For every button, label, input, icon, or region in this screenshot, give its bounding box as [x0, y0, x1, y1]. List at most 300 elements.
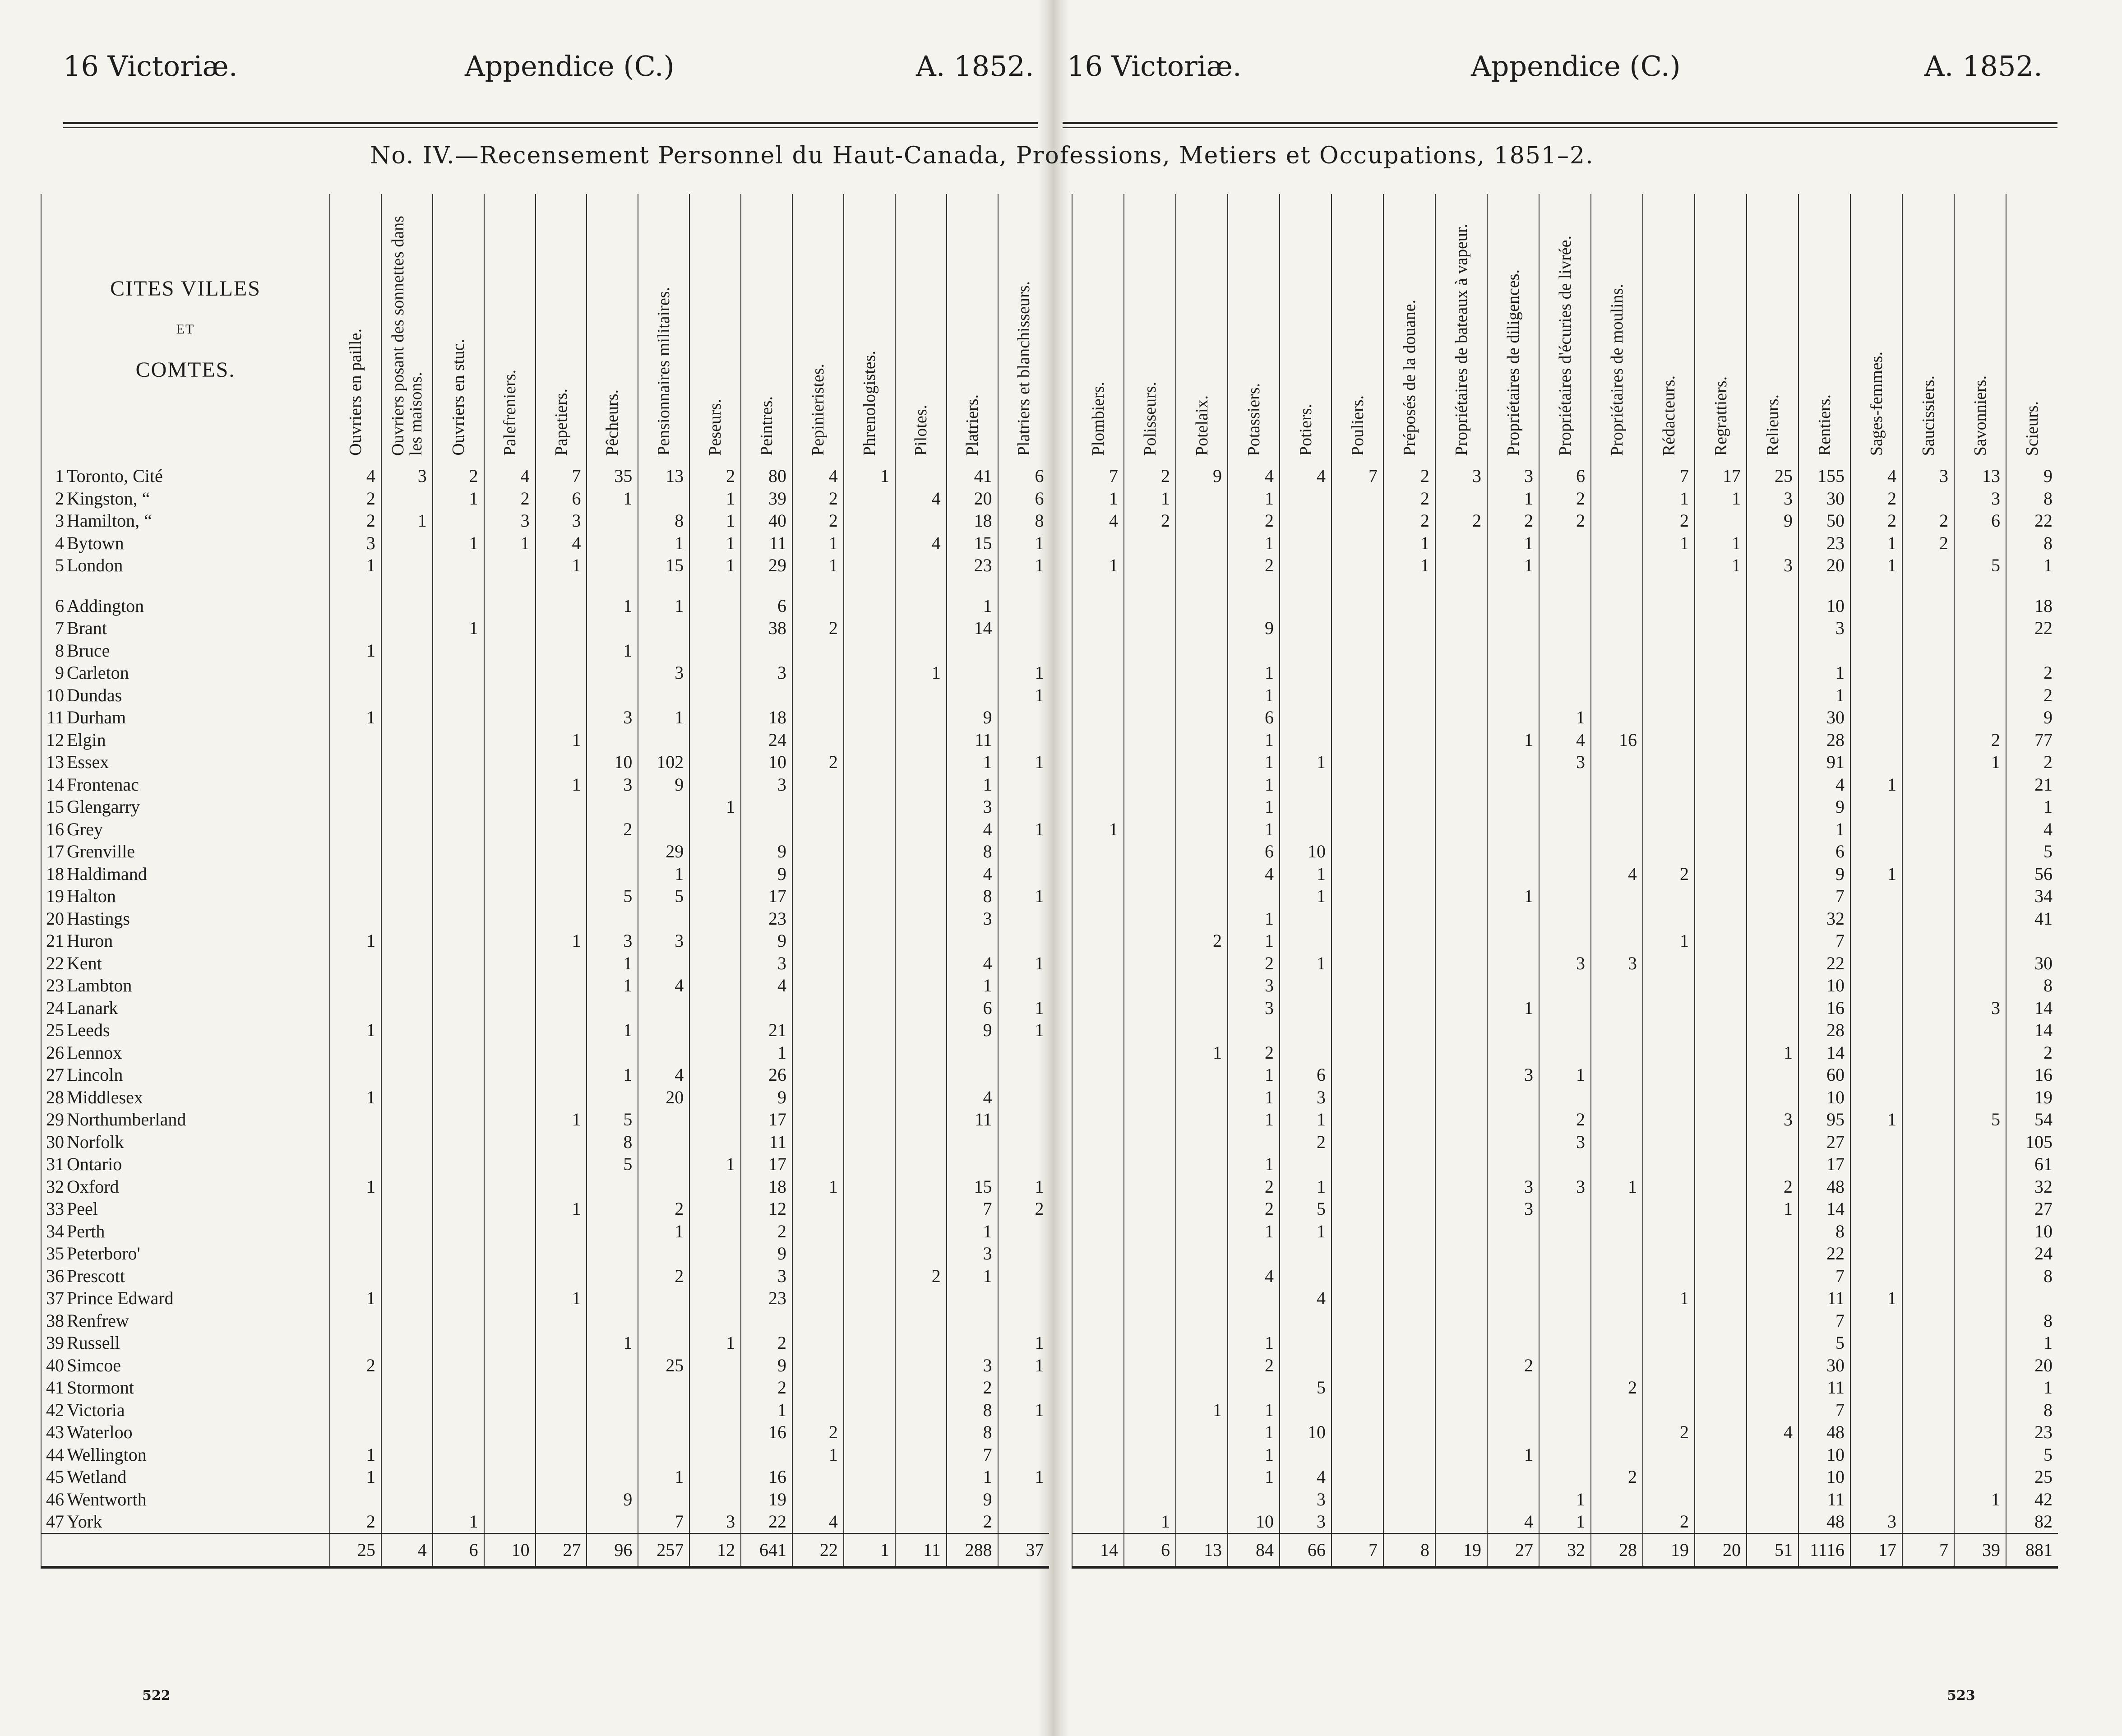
table-cell — [844, 509, 895, 532]
table-cell — [1176, 639, 1228, 662]
table-cell — [1072, 617, 1124, 639]
row-number: 18 — [46, 863, 64, 884]
table-cell — [1176, 974, 1228, 997]
table-cell — [381, 1332, 433, 1354]
table-cell — [484, 796, 536, 818]
table-cell — [536, 796, 587, 818]
table-cell: 8 — [998, 509, 1049, 532]
table-cell — [1850, 1176, 1902, 1198]
table-cell — [1072, 1399, 1124, 1421]
table-cell: 4 — [2006, 818, 2058, 841]
table-cell — [1643, 1242, 1695, 1265]
table-cell — [1591, 997, 1643, 1019]
total-cell: 96 — [587, 1533, 638, 1567]
table-cell — [433, 509, 484, 532]
table-cell — [1176, 1198, 1228, 1220]
row-number: 44 — [46, 1444, 64, 1465]
table-cell — [689, 1108, 741, 1131]
table-cell — [895, 818, 947, 841]
table-cell — [1280, 907, 1331, 930]
place-name: Frontenac — [67, 774, 139, 795]
place-name: Simcoe — [67, 1355, 121, 1375]
place-cell — [41, 1287, 330, 1310]
column-header-label: Savonniers. — [1970, 375, 1990, 456]
table-cell — [1280, 974, 1331, 997]
column-header — [1798, 194, 1850, 465]
table-row — [1072, 1354, 2058, 1377]
table-cell — [1383, 684, 1435, 707]
table-cell: 32 — [2006, 1176, 2058, 1198]
table-cell: 2 — [1487, 1354, 1539, 1377]
table-cell: 9 — [2006, 706, 2058, 729]
table-cell: 2 — [1902, 532, 1954, 555]
table-cell: 1 — [536, 930, 587, 952]
table-cell: 2 — [1124, 465, 1176, 487]
header-rule — [63, 122, 1038, 124]
table-cell — [381, 487, 433, 510]
column-header-label: Scieurs. — [2023, 401, 2042, 456]
table-cell: 2 — [1643, 1421, 1695, 1444]
table-cell: 15 — [947, 532, 998, 555]
table-row — [41, 1086, 1049, 1109]
table-cell — [381, 1488, 433, 1511]
table-cell — [844, 1287, 895, 1310]
table-cell — [689, 1466, 741, 1488]
total-cell: 27 — [536, 1533, 587, 1567]
table-cell — [689, 863, 741, 885]
table-cell — [1643, 1131, 1695, 1153]
total-cell: 1116 — [1798, 1533, 1850, 1567]
table-cell — [1850, 1019, 1902, 1042]
table-cell — [433, 1265, 484, 1287]
table-cell — [844, 1421, 895, 1444]
census-table-right — [1072, 194, 2058, 1569]
table-cell — [433, 1086, 484, 1109]
table-cell: 1 — [895, 662, 947, 684]
table-cell — [1383, 729, 1435, 751]
table-cell — [330, 1310, 381, 1332]
table-row — [1072, 1444, 2058, 1466]
place-column-header — [41, 194, 330, 465]
table-cell — [1124, 796, 1176, 818]
table-cell — [895, 773, 947, 796]
table-cell — [1331, 532, 1383, 555]
table-cell — [330, 1064, 381, 1086]
table-cell: 10 — [587, 751, 638, 773]
table-row — [41, 796, 1049, 818]
place-name: Essex — [67, 752, 109, 772]
table-cell — [433, 1354, 484, 1377]
table-cell — [895, 1153, 947, 1176]
table-cell: 2 — [1228, 1176, 1280, 1198]
table-cell: 1 — [1176, 1399, 1228, 1421]
column-header — [792, 194, 844, 465]
table-cell — [381, 729, 433, 751]
table-cell — [1228, 1287, 1280, 1310]
table-cell — [1280, 509, 1331, 532]
table-cell: 2 — [1228, 509, 1280, 532]
table-cell — [1176, 1086, 1228, 1109]
table-cell: 1 — [1850, 1287, 1902, 1310]
column-header — [1695, 194, 1747, 465]
table-cell — [792, 1242, 844, 1265]
table-cell — [792, 1108, 844, 1131]
table-cell — [895, 885, 947, 907]
table-cell: 15 — [638, 554, 689, 577]
table-cell: 12 — [741, 1198, 792, 1220]
table-cell — [689, 639, 741, 662]
table-cell — [998, 1488, 1049, 1511]
table-cell — [381, 1131, 433, 1153]
table-cell — [1850, 1488, 1902, 1511]
table-cell — [1591, 840, 1643, 863]
table-cell: 9 — [1747, 509, 1798, 532]
table-cell — [1902, 554, 1954, 577]
table-cell: 1 — [1280, 751, 1331, 773]
table-cell — [1643, 1444, 1695, 1466]
table-cell — [1331, 863, 1383, 885]
table-cell: 4 — [895, 532, 947, 555]
table-cell — [1591, 751, 1643, 773]
table-cell — [1591, 930, 1643, 952]
column-header-label: Platriers et blanchisseurs. — [1014, 281, 1034, 456]
table-cell: 5 — [2006, 840, 2058, 863]
table-cell: 1 — [1954, 751, 2006, 773]
table-cell — [1072, 1444, 1124, 1466]
table-cell: 2 — [1591, 1376, 1643, 1399]
table-cell — [1695, 1287, 1747, 1310]
running-head-left: 16 Victoriæ. — [63, 50, 238, 83]
table-cell — [1487, 1153, 1539, 1176]
place-cell — [41, 930, 330, 952]
table-cell — [1850, 662, 1902, 684]
table-cell — [1072, 1220, 1124, 1243]
table-cell — [1383, 1421, 1435, 1444]
table-cell — [1850, 1242, 1902, 1265]
table-row — [41, 1265, 1049, 1287]
table-cell — [844, 1444, 895, 1466]
table-cell — [1747, 1153, 1798, 1176]
place-cell — [41, 706, 330, 729]
table-cell — [1850, 1399, 1902, 1421]
place-cell — [41, 1332, 330, 1354]
table-cell — [1331, 1444, 1383, 1466]
column-header-label: Palefreniers. — [500, 370, 519, 456]
table-cell — [1331, 1376, 1383, 1399]
table-cell — [484, 773, 536, 796]
table-cell — [895, 1198, 947, 1220]
table-cell — [1591, 532, 1643, 555]
table-cell — [792, 1019, 844, 1042]
table-cell — [1954, 796, 2006, 818]
table-cell: 1 — [330, 1287, 381, 1310]
table-row — [41, 1064, 1049, 1086]
table-cell — [947, 1332, 998, 1354]
table-cell — [1487, 1042, 1539, 1064]
table-cell — [1280, 595, 1331, 617]
table-cell: 9 — [741, 840, 792, 863]
table-cell — [1902, 885, 1954, 907]
table-cell — [433, 1421, 484, 1444]
table-cell — [1435, 863, 1487, 885]
column-header — [587, 194, 638, 465]
table-cell: 4 — [947, 863, 998, 885]
table-cell: 3 — [1228, 997, 1280, 1019]
table-cell — [330, 1399, 381, 1421]
place-name: Glengarry — [67, 796, 140, 817]
table-cell — [1176, 907, 1228, 930]
table-cell — [1383, 1287, 1435, 1310]
table-cell — [587, 1220, 638, 1243]
row-number: 27 — [46, 1065, 64, 1085]
table-cell — [792, 684, 844, 707]
table-cell: 60 — [1798, 1064, 1850, 1086]
table-cell — [998, 1064, 1049, 1086]
table-cell — [536, 1086, 587, 1109]
row-number: 37 — [46, 1288, 64, 1308]
table-cell: 1 — [689, 487, 741, 510]
table-cell — [1072, 952, 1124, 975]
column-header-label: Ouvriers posant des sonnettes dans les maisons. — [388, 216, 425, 456]
table-cell: 2 — [638, 1265, 689, 1287]
table-row — [1072, 1064, 2058, 1086]
table-cell: 24 — [741, 729, 792, 751]
table-cell: 54 — [2006, 1108, 2058, 1131]
table-cell — [895, 1444, 947, 1466]
table-cell — [1850, 1265, 1902, 1287]
table-cell — [1435, 1488, 1487, 1511]
table-cell — [1539, 1310, 1591, 1332]
place-name: Middlesex — [67, 1087, 143, 1107]
table-cell — [792, 997, 844, 1019]
spacer-row — [41, 577, 1049, 595]
total-cell: 1 — [844, 1533, 895, 1567]
column-header-label: Sages-femmes. — [1867, 351, 1886, 456]
table-cell — [1487, 840, 1539, 863]
table-cell — [1747, 1086, 1798, 1109]
table-cell: 6 — [998, 465, 1049, 487]
table-cell — [1591, 1064, 1643, 1086]
table-cell: 5 — [638, 885, 689, 907]
table-cell: 38 — [741, 617, 792, 639]
table-cell — [998, 974, 1049, 997]
place-cell — [41, 1198, 330, 1220]
table-cell — [433, 1153, 484, 1176]
table-cell: 9 — [741, 1354, 792, 1377]
total-cell: 11 — [895, 1533, 947, 1567]
table-cell — [1850, 1310, 1902, 1332]
table-cell: 9 — [947, 1019, 998, 1042]
table-cell: 1 — [998, 554, 1049, 577]
table-cell — [1487, 818, 1539, 841]
place-name: Elgin — [67, 729, 106, 750]
table-cell: 11 — [1798, 1287, 1850, 1310]
table-cell — [1487, 639, 1539, 662]
table-cell: 2 — [330, 487, 381, 510]
table-cell: 4 — [1591, 863, 1643, 885]
table-cell — [792, 1064, 844, 1086]
table-cell: 23 — [741, 1287, 792, 1310]
table-cell — [1435, 1466, 1487, 1488]
table-cell — [638, 907, 689, 930]
table-cell — [1591, 1510, 1643, 1533]
table-cell — [1072, 729, 1124, 751]
table-cell — [689, 952, 741, 975]
table-cell — [1850, 751, 1902, 773]
table-cell: 1 — [536, 554, 587, 577]
table-cell: 7 — [638, 1510, 689, 1533]
table-cell — [1176, 1153, 1228, 1176]
table-cell — [1228, 1488, 1280, 1511]
table-cell — [1280, 930, 1331, 952]
table-cell — [1383, 1265, 1435, 1287]
table-cell — [1747, 1332, 1798, 1354]
column-header-label: Ouvriers en stuc. — [448, 339, 468, 456]
total-cell: 881 — [2006, 1533, 2058, 1567]
table-cell — [1591, 1287, 1643, 1310]
table-cell — [381, 1354, 433, 1377]
table-cell — [1643, 729, 1695, 751]
table-cell — [998, 907, 1049, 930]
table-cell — [1902, 1242, 1954, 1265]
table-cell: 41 — [2006, 907, 2058, 930]
table-cell — [1850, 1421, 1902, 1444]
table-cell — [1695, 751, 1747, 773]
table-cell — [792, 1466, 844, 1488]
place-name: Halton — [67, 886, 116, 906]
table-cell — [1747, 595, 1798, 617]
table-cell — [998, 1310, 1049, 1332]
table-cell — [844, 595, 895, 617]
table-cell — [1280, 1444, 1331, 1466]
table-cell: 2 — [1591, 1466, 1643, 1488]
table-cell: 25 — [1747, 465, 1798, 487]
table-cell — [1591, 885, 1643, 907]
table-cell — [381, 818, 433, 841]
table-cell — [1124, 1332, 1176, 1354]
table-cell — [1591, 1265, 1643, 1287]
place-name: Prescott — [67, 1265, 125, 1286]
table-cell: 1 — [330, 1176, 381, 1198]
row-number: 40 — [46, 1355, 64, 1375]
total-cell: 20 — [1695, 1533, 1747, 1567]
row-number: 28 — [46, 1087, 64, 1107]
table-cell — [1435, 1220, 1487, 1243]
table-cell — [1072, 1108, 1124, 1131]
table-cell — [1124, 1287, 1176, 1310]
table-cell — [536, 1019, 587, 1042]
table-row — [41, 974, 1049, 997]
table-row — [41, 1399, 1049, 1421]
table-cell — [792, 729, 844, 751]
table-cell — [1331, 885, 1383, 907]
table-cell — [895, 554, 947, 577]
column-header-label: Préposés de la douane. — [1400, 299, 1419, 456]
table-cell — [638, 1310, 689, 1332]
table-cell — [1280, 487, 1331, 510]
table-cell — [689, 1242, 741, 1265]
table-cell: 1 — [330, 930, 381, 952]
table-cell — [1954, 863, 2006, 885]
table-cell — [587, 907, 638, 930]
table-cell — [1435, 729, 1487, 751]
table-cell — [381, 1466, 433, 1488]
table-cell — [1747, 662, 1798, 684]
table-cell — [1331, 1019, 1383, 1042]
table-cell — [895, 840, 947, 863]
table-cell — [1850, 1444, 1902, 1466]
total-cell: 32 — [1539, 1533, 1591, 1567]
column-header — [1176, 194, 1228, 465]
table-cell — [1124, 684, 1176, 707]
table-cell — [536, 1064, 587, 1086]
table-cell — [1331, 907, 1383, 930]
table-cell — [536, 706, 587, 729]
row-number: 4 — [55, 532, 64, 553]
place-name: Huron — [67, 930, 113, 951]
table-cell — [484, 1198, 536, 1220]
table-cell — [1435, 1376, 1487, 1399]
table-cell — [638, 487, 689, 510]
table-cell — [1591, 907, 1643, 930]
table-cell — [1176, 729, 1228, 751]
total-cell: 257 — [638, 1533, 689, 1567]
table-cell: 1 — [1228, 1466, 1280, 1488]
table-row — [1072, 1332, 2058, 1354]
table-cell — [1487, 1466, 1539, 1488]
table-cell — [433, 1220, 484, 1243]
table-cell — [844, 1488, 895, 1511]
table-cell — [1124, 1064, 1176, 1086]
table-cell — [433, 1108, 484, 1131]
table-cell — [638, 997, 689, 1019]
table-cell — [1435, 1444, 1487, 1466]
table-cell: 1 — [1228, 532, 1280, 555]
table-cell: 2 — [2006, 684, 2058, 707]
table-cell — [638, 1421, 689, 1444]
table-cell — [381, 1510, 433, 1533]
table-cell: 4 — [1280, 1466, 1331, 1488]
table-cell — [1539, 885, 1591, 907]
table-cell — [998, 617, 1049, 639]
table-cell: 11 — [947, 729, 998, 751]
table-cell — [1539, 1399, 1591, 1421]
table-cell — [1539, 1444, 1591, 1466]
table-cell: 3 — [587, 930, 638, 952]
table-cell: 50 — [1798, 509, 1850, 532]
table-cell — [895, 617, 947, 639]
table-cell — [1176, 595, 1228, 617]
table-cell — [1124, 863, 1176, 885]
table-cell — [895, 595, 947, 617]
table-cell — [1850, 796, 1902, 818]
table-row — [1072, 907, 2058, 930]
place-cell — [41, 595, 330, 617]
place-name: Wentworth — [67, 1489, 147, 1509]
table-cell — [638, 684, 689, 707]
table-cell — [1695, 684, 1747, 707]
table-cell — [1850, 952, 1902, 975]
table-cell: 1 — [1228, 684, 1280, 707]
table-cell — [1539, 1421, 1591, 1444]
table-cell: 1 — [998, 532, 1049, 555]
table-cell — [1902, 1086, 1954, 1109]
table-cell — [741, 796, 792, 818]
total-cell: 66 — [1280, 1533, 1331, 1567]
column-header — [844, 194, 895, 465]
table-cell: 80 — [741, 465, 792, 487]
table-cell — [587, 532, 638, 555]
